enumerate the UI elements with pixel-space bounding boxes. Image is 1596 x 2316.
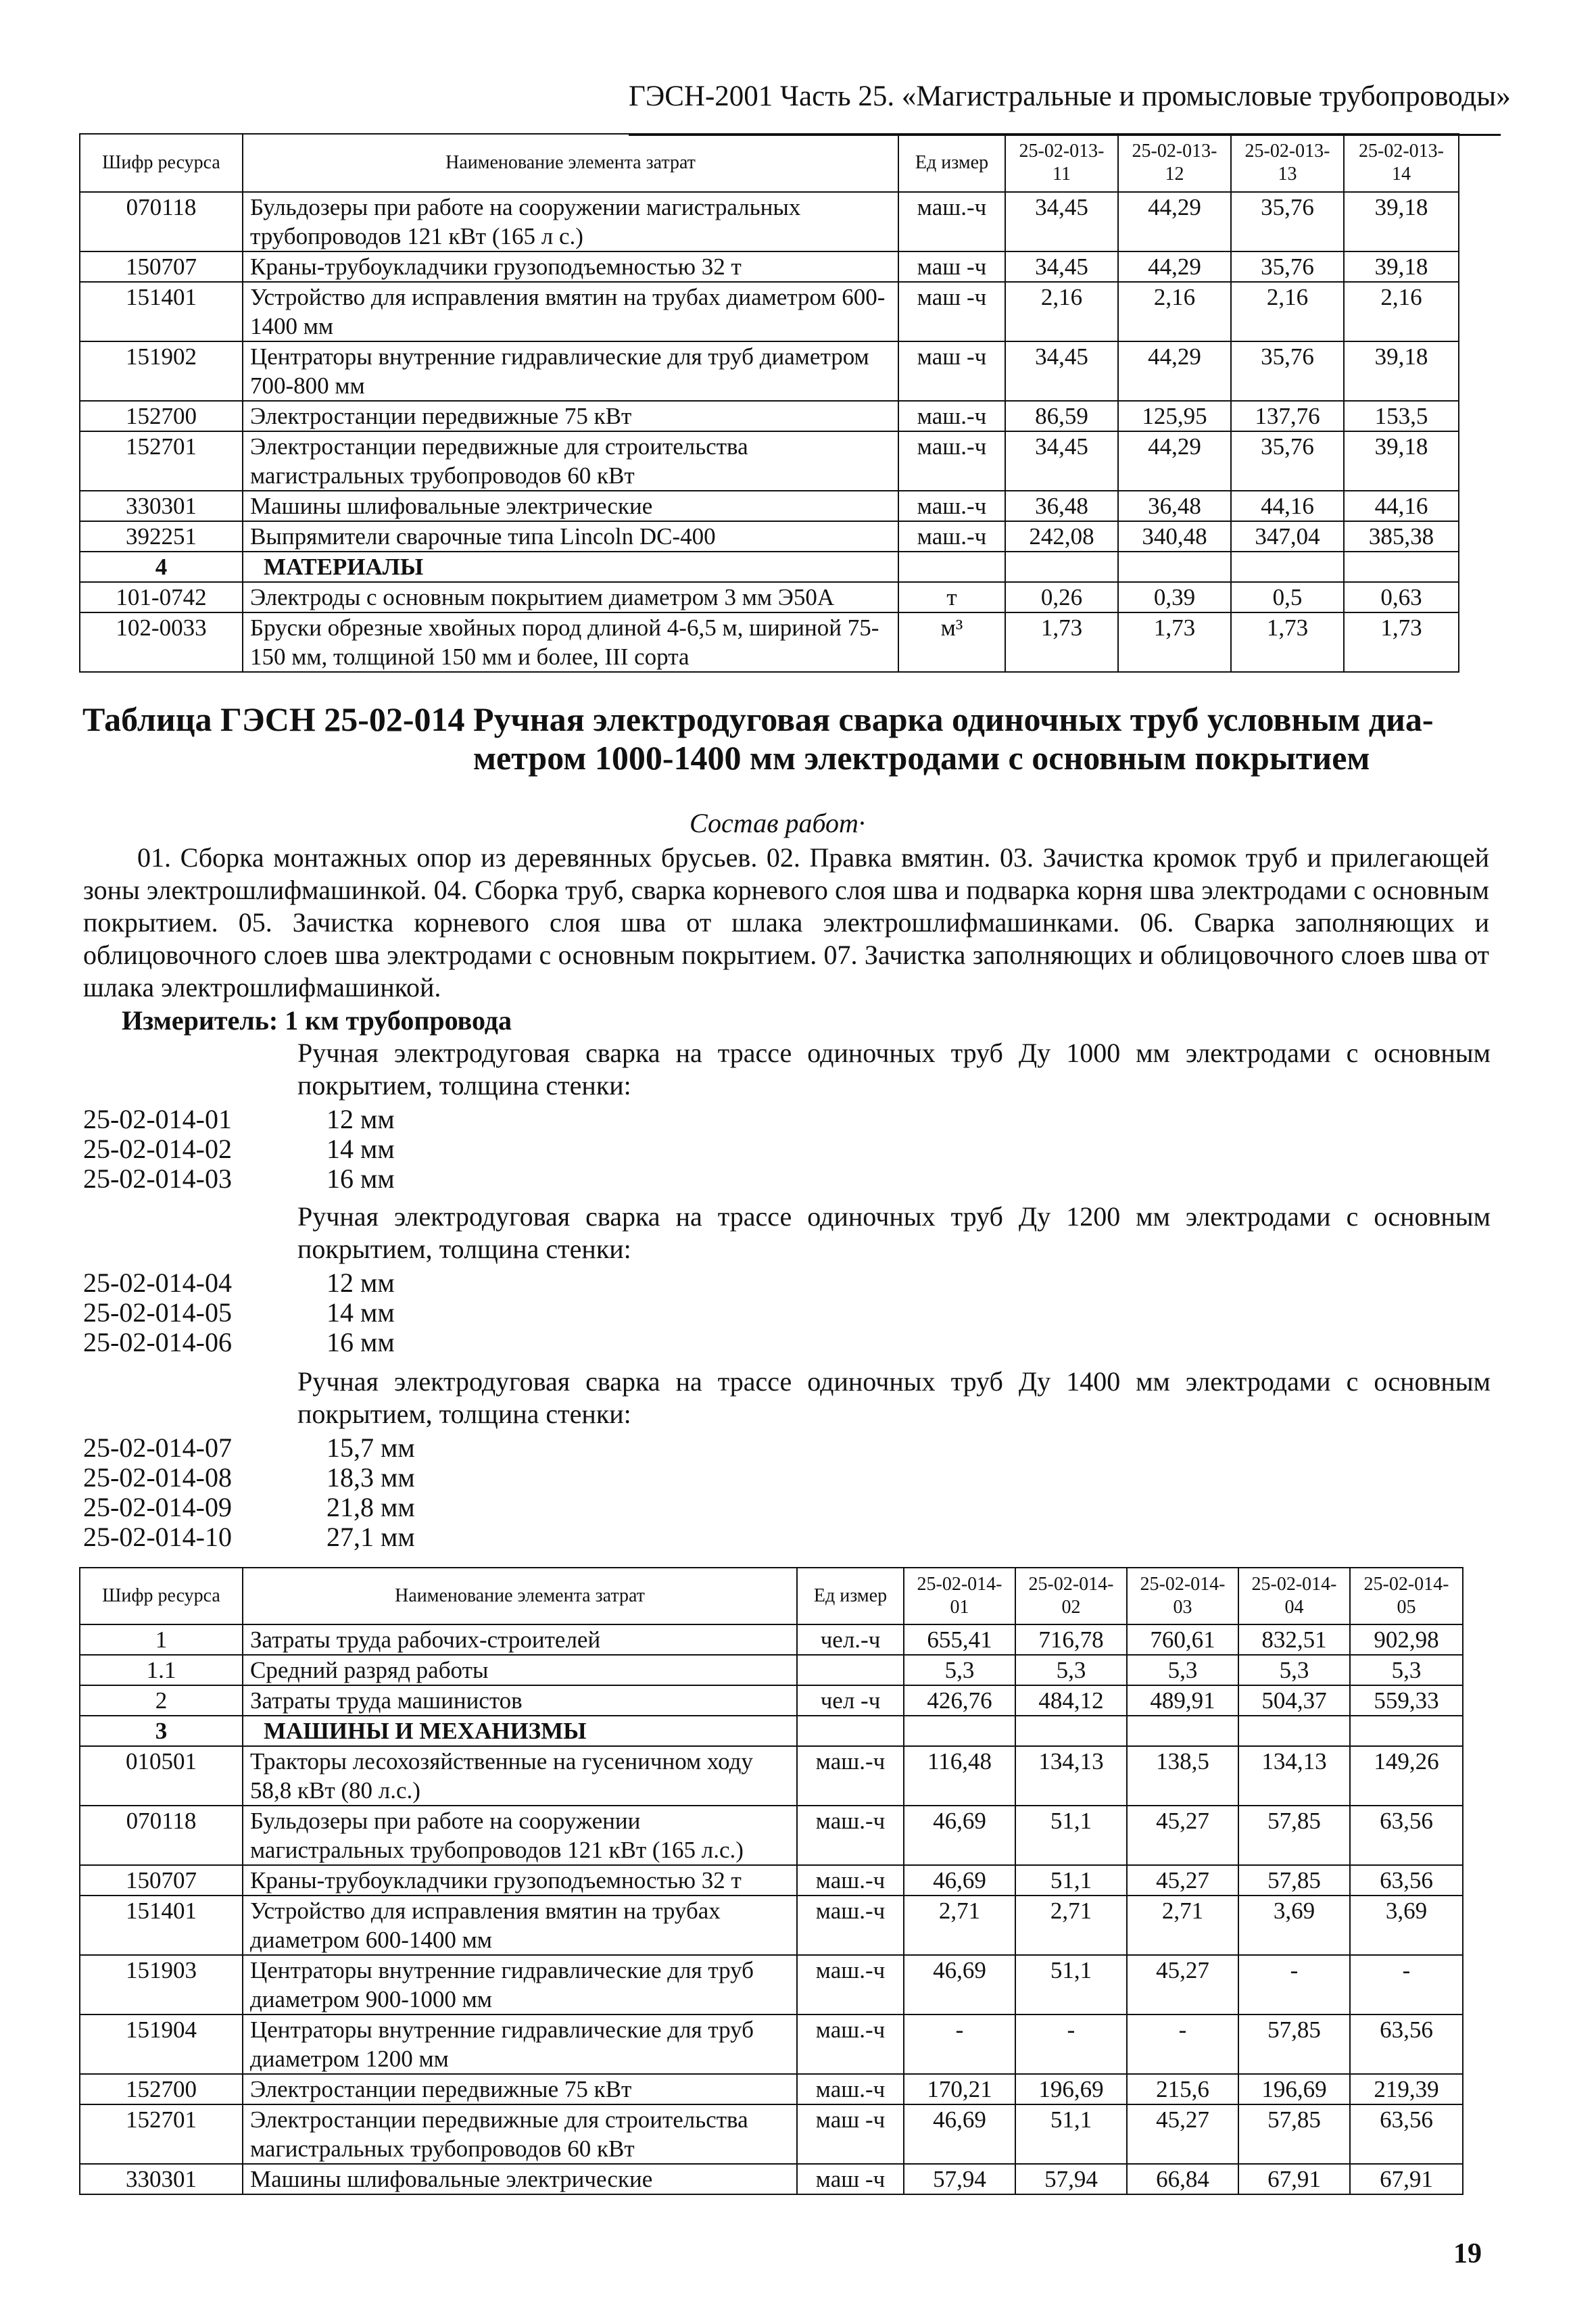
table-cell: [1015, 1716, 1127, 1746]
table-cell: Центраторы внутренние гидравлические для труб диаметром 1200 мм: [243, 2015, 797, 2074]
table-row: [80, 1716, 1463, 1746]
table-row: [80, 1955, 1463, 2015]
table-cell: 1,73: [1231, 612, 1344, 672]
table-cell: 134,13: [1238, 1746, 1350, 1806]
table-cell: 152701: [80, 2104, 243, 2164]
norm-code: 25-02-014-06: [83, 1327, 232, 1357]
page-number: 19: [1453, 2238, 1482, 2269]
table-cell: 46,69: [904, 1865, 1015, 1896]
table-cell: 5,3: [904, 1655, 1015, 1685]
table-row: [80, 491, 1459, 521]
table-cell: 45,27: [1127, 1806, 1238, 1865]
table-cell: 57,85: [1238, 1865, 1350, 1896]
table-cell: Бульдозеры при работе на сооружении магистральных трубопроводов 121 кВт (165 л.с.): [243, 1806, 797, 1865]
table-cell: Краны-трубоукладчики грузоподъемностью 32 т: [243, 1865, 797, 1896]
table-cell: 902,98: [1350, 1624, 1463, 1655]
table-cell: 138,5: [1127, 1746, 1238, 1806]
norm-code: 25-02-014-03: [83, 1163, 232, 1194]
work-composition-text: 01. Сборка монтажных опор из деревянных брусьев. 02. Правка вмятин. 03. Зачистка кромок труб и прилегающей зоны электрошлифмашинкой. 04. Сборка труб, сварка корневого слоя шва и подварка корня шва электродами с основным покрытием. 05. Зачистка корневого слоя шва от шлака электрошлифмашинками. 06. Сварка заполняющих и облицовочного слоев шва электродами с основным покрытием. 07. Зачистка заполняющих и облицовочного слоев шва от шлака электрошлифмашинкой.: [83, 842, 1489, 1003]
column-header: Наименование элемента затрат: [243, 134, 898, 192]
table-cell: МАТЕРИАЛЫ: [243, 552, 898, 582]
table-cell: маш.-ч: [898, 521, 1005, 552]
table-row: [80, 1685, 1463, 1716]
table-cell: 2,16: [1231, 282, 1344, 341]
table-cell: 63,56: [1350, 1865, 1463, 1896]
table-row: [80, 2164, 1463, 2194]
table-cell: 44,29: [1118, 192, 1231, 251]
table-cell: [1350, 1716, 1463, 1746]
table-cell: маш.-ч: [797, 1955, 904, 2015]
table-cell: 35,76: [1231, 192, 1344, 251]
table-cell: 196,69: [1238, 2074, 1350, 2104]
table-cell: 716,78: [1015, 1624, 1127, 1655]
table-cell: [797, 1655, 904, 1685]
table-cell: 134,13: [1015, 1746, 1127, 1806]
table-cell: 51,1: [1015, 1955, 1127, 2015]
column-header: 25-02-014-01: [904, 1568, 1015, 1624]
table-cell: 3: [80, 1716, 243, 1746]
wall-thickness: 12 мм: [327, 1268, 395, 1298]
table-cell: 44,16: [1344, 491, 1459, 521]
wall-thickness: 15,7 мм: [327, 1432, 415, 1463]
table-cell: Центраторы внутренние гидравлические для труб диаметром 700-800 мм: [243, 341, 898, 401]
table-cell: чел -ч: [797, 1685, 904, 1716]
table-cell: 151904: [80, 2015, 243, 2074]
table-row: [80, 431, 1459, 491]
table-cell: маш -ч: [898, 282, 1005, 341]
table-cell: 070118: [80, 1806, 243, 1865]
table-cell: 5,3: [1127, 1655, 1238, 1685]
table-cell: 2,16: [1118, 282, 1231, 341]
table-cell: маш.-ч: [797, 2074, 904, 2104]
group-title: Ручная электродуговая сварка на трассе одиночных труб Ду 1200 мм электродами с основным покрытием, толщина стенки:: [297, 1201, 1491, 1264]
table-title-line2: метром 1000-1400 мм электродами с основным покрытием: [473, 739, 1370, 777]
wall-thickness: 16 мм: [327, 1327, 395, 1357]
table-cell: 5,3: [1015, 1655, 1127, 1685]
table-cell: 63,56: [1350, 1806, 1463, 1865]
table-cell: маш.-ч: [797, 1746, 904, 1806]
table-cell: 35,76: [1231, 251, 1344, 282]
table-cell: 150707: [80, 251, 243, 282]
table-row: [80, 521, 1459, 552]
table-cell: 44,29: [1118, 341, 1231, 401]
wall-thickness: 12 мм: [327, 1104, 395, 1134]
table-cell: Устройство для исправления вмятин на трубах диаметром 600-1400 мм: [243, 282, 898, 341]
table-cell: 102-0033: [80, 612, 243, 672]
table-cell: 46,69: [904, 2104, 1015, 2164]
table-cell: 66,84: [1127, 2164, 1238, 2194]
table-cell: 0,39: [1118, 582, 1231, 612]
table-cell: 51,1: [1015, 1806, 1127, 1865]
table-cell: Тракторы лесохозяйственные на гусеничном ходу 58,8 кВт (80 л.с.): [243, 1746, 797, 1806]
table-row: [80, 552, 1459, 582]
wall-thickness: 27,1 мм: [327, 1522, 415, 1552]
table-row: [80, 612, 1459, 672]
table-cell: 330301: [80, 491, 243, 521]
table-cell: м³: [898, 612, 1005, 672]
table-cell: 39,18: [1344, 341, 1459, 401]
column-header: 25-02-013-13: [1231, 134, 1344, 192]
wall-thickness: 14 мм: [327, 1297, 395, 1328]
table-row: [80, 1624, 1463, 1655]
wall-thickness: 14 мм: [327, 1134, 395, 1164]
table-cell: 153,5: [1344, 401, 1459, 431]
table-cell: Бруски обрезные хвойных пород длиной 4-6,5 м, шириной 75-150 мм, толщиной 150 мм и более, III сорта: [243, 612, 898, 672]
table-cell: 63,56: [1350, 2104, 1463, 2164]
table-row: [80, 341, 1459, 401]
table-cell: 51,1: [1015, 2104, 1127, 2164]
table-cell: 1,73: [1344, 612, 1459, 672]
table-cell: Электростанции передвижные для строительства магистральных трубопроводов 60 кВт: [243, 2104, 797, 2164]
table-cell: 67,91: [1238, 2164, 1350, 2194]
table-cell: 63,56: [1350, 2015, 1463, 2074]
table-cell: 137,76: [1231, 401, 1344, 431]
table-cell: 57,85: [1238, 2104, 1350, 2164]
table-cell: Электростанции передвижные для строительства магистральных трубопроводов 60 кВт: [243, 431, 898, 491]
table-cell: [797, 1716, 904, 1746]
table-cell: Электростанции передвижные 75 кВт: [243, 401, 898, 431]
table-cell: 1: [80, 1624, 243, 1655]
table-cell: [1344, 552, 1459, 582]
table-cell: 215,6: [1127, 2074, 1238, 2104]
table-cell: Затраты труда машинистов: [243, 1685, 797, 1716]
table-row: [80, 251, 1459, 282]
table-cell: [1005, 552, 1118, 582]
table-cell: [1118, 552, 1231, 582]
column-header: 25-02-014-02: [1015, 1568, 1127, 1624]
column-header: 25-02-014-05: [1350, 1568, 1463, 1624]
table-row: [80, 401, 1459, 431]
table-cell: 219,39: [1350, 2074, 1463, 2104]
table-cell: -: [1238, 1955, 1350, 2015]
table-cell: 149,26: [1350, 1746, 1463, 1806]
table-row: [80, 282, 1459, 341]
table-cell: 4: [80, 552, 243, 582]
table-cell: Средний разряд работы: [243, 1655, 797, 1685]
norm-code: 25-02-014-02: [83, 1134, 232, 1164]
table-cell: 655,41: [904, 1624, 1015, 1655]
table-cell: 151902: [80, 341, 243, 401]
table-cell: 39,18: [1344, 192, 1459, 251]
measure-unit: Измеритель: 1 км трубопровода: [122, 1005, 512, 1036]
table-cell: 44,16: [1231, 491, 1344, 521]
table-cell: 170,21: [904, 2074, 1015, 2104]
table-header-row: [80, 1568, 1463, 1624]
table-row: [80, 1806, 1463, 1865]
table-cell: 392251: [80, 521, 243, 552]
column-header: Шифр ресурса: [80, 1568, 243, 1624]
table-row: [80, 1865, 1463, 1896]
table-cell: 44,29: [1118, 431, 1231, 491]
table-cell: маш.-ч: [797, 1806, 904, 1865]
table-cell: маш -ч: [898, 341, 1005, 401]
group-title: Ручная электродуговая сварка на трассе одиночных труб Ду 1000 мм электродами с основным покрытием, толщина стенки:: [297, 1038, 1491, 1101]
table-cell: 832,51: [1238, 1624, 1350, 1655]
table-cell: т: [898, 582, 1005, 612]
table-cell: 39,18: [1344, 251, 1459, 282]
table-cell: 504,37: [1238, 1685, 1350, 1716]
table-header-row: [80, 134, 1459, 192]
table-cell: [1238, 1716, 1350, 1746]
resource-table-014: [79, 1567, 1464, 2195]
table-cell: 2: [80, 1685, 243, 1716]
table-cell: 45,27: [1127, 1955, 1238, 2015]
table-cell: 67,91: [1350, 2164, 1463, 2194]
table-cell: 57,85: [1238, 1806, 1350, 1865]
table-cell: 151401: [80, 1896, 243, 1955]
resource-table-013: [79, 133, 1459, 673]
table-cell: Устройство для исправления вмятин на трубах диаметром 600-1400 мм: [243, 1896, 797, 1955]
norm-code: 25-02-014-09: [83, 1492, 232, 1522]
table-cell: Центраторы внутренние гидравлические для труб диаметром 900-1000 мм: [243, 1955, 797, 2015]
table-cell: -: [904, 2015, 1015, 2074]
table-cell: Краны-трубоукладчики грузоподъемностью 32 т: [243, 251, 898, 282]
table-cell: 0,5: [1231, 582, 1344, 612]
norm-code: 25-02-014-05: [83, 1297, 232, 1328]
table-cell: 3,69: [1238, 1896, 1350, 1955]
table-cell: 347,04: [1231, 521, 1344, 552]
table-cell: 34,45: [1005, 192, 1118, 251]
table-cell: 3,69: [1350, 1896, 1463, 1955]
norm-code: 25-02-014-07: [83, 1432, 232, 1463]
table-cell: маш.-ч: [898, 401, 1005, 431]
table-cell: Электростанции передвижные 75 кВт: [243, 2074, 797, 2104]
table-cell: 0,26: [1005, 582, 1118, 612]
table-cell: 152700: [80, 401, 243, 431]
table-cell: 1,73: [1118, 612, 1231, 672]
group-title: Ручная электродуговая сварка на трассе одиночных труб Ду 1400 мм электродами с основным покрытием, толщина стенки:: [297, 1366, 1491, 1429]
table-row: [80, 2015, 1463, 2074]
table-cell: 2,71: [904, 1896, 1015, 1955]
table-cell: маш -ч: [898, 251, 1005, 282]
table-cell: 010501: [80, 1746, 243, 1806]
wall-thickness: 21,8 мм: [327, 1492, 415, 1522]
table-row: [80, 582, 1459, 612]
table-cell: 1.1: [80, 1655, 243, 1685]
table-cell: маш.-ч: [898, 491, 1005, 521]
table-cell: 2,71: [1127, 1896, 1238, 1955]
wall-thickness: 18,3 мм: [327, 1462, 415, 1493]
table-cell: маш.-ч: [797, 1896, 904, 1955]
table-cell: 57,85: [1238, 2015, 1350, 2074]
table-cell: маш.-ч: [898, 431, 1005, 491]
table-cell: 2,16: [1344, 282, 1459, 341]
column-header: Шифр ресурса: [80, 134, 243, 192]
table-cell: [898, 552, 1005, 582]
table-cell: -: [1127, 2015, 1238, 2074]
table-cell: 36,48: [1118, 491, 1231, 521]
table-cell: 51,1: [1015, 1865, 1127, 1896]
table-row: [80, 2074, 1463, 2104]
table-cell: 36,48: [1005, 491, 1118, 521]
table-cell: 86,59: [1005, 401, 1118, 431]
work-composition-heading: Состав работ·: [690, 808, 865, 838]
table-row: [80, 1896, 1463, 1955]
table-cell: Выпрямители сварочные типа Lincoln DC-400: [243, 521, 898, 552]
table-cell: 116,48: [904, 1746, 1015, 1806]
wall-thickness: 16 мм: [327, 1163, 395, 1194]
table-cell: 426,76: [904, 1685, 1015, 1716]
table-cell: 330301: [80, 2164, 243, 2194]
table-cell: 152700: [80, 2074, 243, 2104]
table-cell: Машины шлифовальные электрические: [243, 491, 898, 521]
table-row: [80, 1746, 1463, 1806]
table-cell: 196,69: [1015, 2074, 1127, 2104]
table-cell: 39,18: [1344, 431, 1459, 491]
running-header: ГЭСН-2001 Часть 25. «Магистральные и промысловые трубопроводы»: [629, 80, 1501, 136]
table-cell: 484,12: [1015, 1685, 1127, 1716]
table-cell: 151903: [80, 1955, 243, 2015]
table-cell: 150707: [80, 1865, 243, 1896]
table-cell: 2,16: [1005, 282, 1118, 341]
column-header: Ед измер: [797, 1568, 904, 1624]
norm-code: 25-02-014-10: [83, 1522, 232, 1552]
table-cell: 46,69: [904, 1955, 1015, 2015]
table-cell: 0,63: [1344, 582, 1459, 612]
table-cell: маш.-ч: [797, 1865, 904, 1896]
table-cell: маш -ч: [797, 2164, 904, 2194]
table-cell: маш.-ч: [797, 2015, 904, 2074]
column-header: 25-02-013-12: [1118, 134, 1231, 192]
table-cell: 34,45: [1005, 251, 1118, 282]
table-cell: 45,27: [1127, 1865, 1238, 1896]
table-cell: 070118: [80, 192, 243, 251]
table-cell: Машины шлифовальные электрические: [243, 2164, 797, 2194]
column-header: 25-02-013-11: [1005, 134, 1118, 192]
table-row: [80, 192, 1459, 251]
table-cell: 242,08: [1005, 521, 1118, 552]
column-header: 25-02-014-03: [1127, 1568, 1238, 1624]
table-cell: 152701: [80, 431, 243, 491]
table-row: [80, 1655, 1463, 1685]
table-cell: [1127, 1716, 1238, 1746]
table-cell: 125,95: [1118, 401, 1231, 431]
table-cell: маш.-ч: [898, 192, 1005, 251]
table-cell: 489,91: [1127, 1685, 1238, 1716]
table-cell: 559,33: [1350, 1685, 1463, 1716]
table-cell: [1231, 552, 1344, 582]
table-title-line1: Таблица ГЭСН 25-02-014 Ручная электродуговая сварка одиночных труб условным диа-: [82, 700, 1434, 738]
norm-code: 25-02-014-08: [83, 1462, 232, 1493]
table-cell: МАШИНЫ И МЕХАНИЗМЫ: [243, 1716, 797, 1746]
table-cell: 45,27: [1127, 2104, 1238, 2164]
table-row: [80, 2104, 1463, 2164]
table-cell: 5,3: [1350, 1655, 1463, 1685]
table-cell: 101-0742: [80, 582, 243, 612]
table-cell: Бульдозеры при работе на сооружении магистральных трубопроводов 121 кВт (165 л с.): [243, 192, 898, 251]
table-cell: 760,61: [1127, 1624, 1238, 1655]
table-cell: 46,69: [904, 1806, 1015, 1865]
table-cell: Затраты труда рабочих-строителей: [243, 1624, 797, 1655]
table-cell: 57,94: [1015, 2164, 1127, 2194]
table-cell: 34,45: [1005, 341, 1118, 401]
table-cell: 44,29: [1118, 251, 1231, 282]
table-cell: Электроды с основным покрытием диаметром 3 мм Э50А: [243, 582, 898, 612]
table-cell: [904, 1716, 1015, 1746]
norm-code: 25-02-014-04: [83, 1268, 232, 1298]
norm-code: 25-02-014-01: [83, 1104, 232, 1134]
column-header: Ед измер: [898, 134, 1005, 192]
table-cell: -: [1350, 1955, 1463, 2015]
table-cell: -: [1015, 2015, 1127, 2074]
column-header: 25-02-013-14: [1344, 134, 1459, 192]
table-cell: 35,76: [1231, 341, 1344, 401]
table-cell: 2,71: [1015, 1896, 1127, 1955]
table-cell: 1,73: [1005, 612, 1118, 672]
table-cell: маш -ч: [797, 2104, 904, 2164]
column-header: Наименование элемента затрат: [243, 1568, 797, 1624]
table-cell: 151401: [80, 282, 243, 341]
table-cell: 340,48: [1118, 521, 1231, 552]
table-cell: чел.-ч: [797, 1624, 904, 1655]
table-cell: 5,3: [1238, 1655, 1350, 1685]
table-cell: 35,76: [1231, 431, 1344, 491]
table-cell: 385,38: [1344, 521, 1459, 552]
table-cell: 34,45: [1005, 431, 1118, 491]
column-header: 25-02-014-04: [1238, 1568, 1350, 1624]
table-cell: 57,94: [904, 2164, 1015, 2194]
